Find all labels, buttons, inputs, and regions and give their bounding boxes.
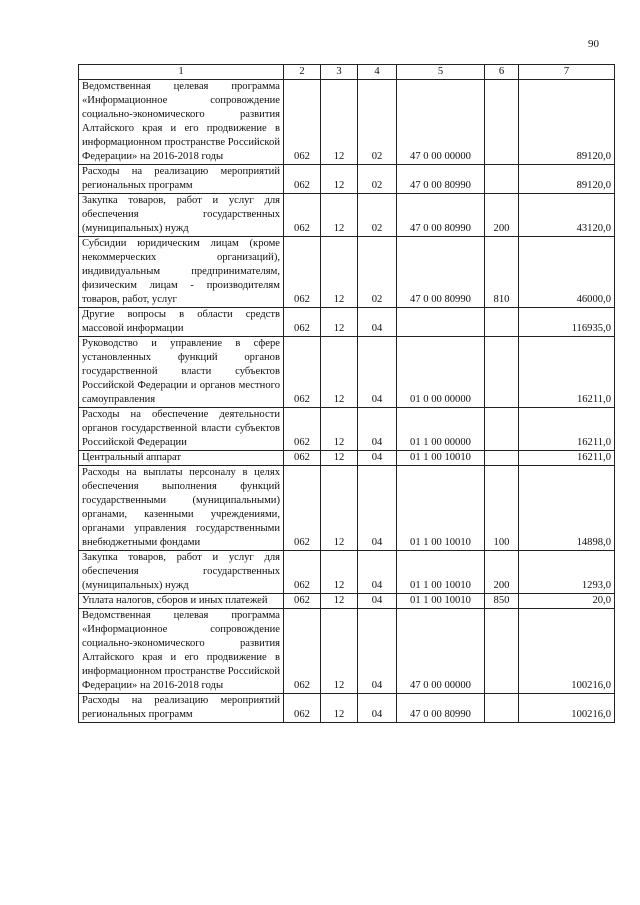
row-expense-type bbox=[485, 165, 519, 194]
col-header-amount: 7 bbox=[519, 65, 615, 80]
row-ministry-code: 062 bbox=[284, 609, 321, 694]
row-target-article: 01 1 00 10010 bbox=[397, 466, 485, 551]
table-row bbox=[79, 408, 615, 451]
budget-table bbox=[78, 64, 615, 723]
row-name: Субсидии юридическим лицам (кроме некоммерческих организаций), индивидуальным предпринимателям, физическим лицам - производителям товаров, работ, услуг bbox=[79, 237, 284, 308]
row-section-code: 12 bbox=[321, 80, 358, 165]
row-ministry-code: 062 bbox=[284, 466, 321, 551]
row-target-article: 01 1 00 00000 bbox=[397, 408, 485, 451]
row-expense-type: 200 bbox=[485, 194, 519, 237]
row-target-article: 47 0 00 80990 bbox=[397, 165, 485, 194]
row-section-code: 12 bbox=[321, 408, 358, 451]
row-expense-type bbox=[485, 408, 519, 451]
row-expense-type: 200 bbox=[485, 551, 519, 594]
row-amount: 16211,0 bbox=[519, 337, 615, 408]
row-name: Расходы на выплаты персоналу в целях обеспечения выполнения функций государственными (муниципальными) органами, казенными учреждениями, органами управления государственными внебюджетными фондами bbox=[79, 466, 284, 551]
row-target-article: 01 0 00 00000 bbox=[397, 337, 485, 408]
row-amount: 14898,0 bbox=[519, 466, 615, 551]
row-amount: 46000,0 bbox=[519, 237, 615, 308]
row-subsection-code: 04 bbox=[358, 308, 397, 337]
table-row bbox=[79, 237, 615, 308]
row-amount: 100216,0 bbox=[519, 694, 615, 723]
row-section-code: 12 bbox=[321, 594, 358, 609]
table-row bbox=[79, 80, 615, 165]
row-target-article: 01 1 00 10010 bbox=[397, 551, 485, 594]
row-name: Другие вопросы в области средств массовой информации bbox=[79, 308, 284, 337]
row-subsection-code: 02 bbox=[358, 237, 397, 308]
row-name: Расходы на реализацию мероприятий региональных программ bbox=[79, 165, 284, 194]
row-section-code: 12 bbox=[321, 237, 358, 308]
table-row bbox=[79, 451, 615, 466]
row-expense-type bbox=[485, 694, 519, 723]
row-subsection-code: 04 bbox=[358, 551, 397, 594]
row-expense-type: 810 bbox=[485, 237, 519, 308]
row-ministry-code: 062 bbox=[284, 694, 321, 723]
col-header-subsection: 4 bbox=[358, 65, 397, 80]
row-name: Центральный аппарат bbox=[79, 451, 284, 466]
row-target-article: 47 0 00 00000 bbox=[397, 80, 485, 165]
row-amount: 100216,0 bbox=[519, 609, 615, 694]
row-amount: 43120,0 bbox=[519, 194, 615, 237]
table-row bbox=[79, 165, 615, 194]
row-target-article: 47 0 00 80990 bbox=[397, 194, 485, 237]
row-amount: 89120,0 bbox=[519, 165, 615, 194]
row-ministry-code: 062 bbox=[284, 194, 321, 237]
row-amount: 1293,0 bbox=[519, 551, 615, 594]
row-amount: 89120,0 bbox=[519, 80, 615, 165]
col-header-section: 3 bbox=[321, 65, 358, 80]
row-subsection-code: 02 bbox=[358, 194, 397, 237]
row-name: Уплата налогов, сборов и иных платежей bbox=[79, 594, 284, 609]
row-ministry-code: 062 bbox=[284, 551, 321, 594]
row-name: Закупка товаров, работ и услуг для обеспечения государственных (муниципальных) нужд bbox=[79, 551, 284, 594]
row-section-code: 12 bbox=[321, 694, 358, 723]
table-row bbox=[79, 194, 615, 237]
row-ministry-code: 062 bbox=[284, 337, 321, 408]
page-number: 90 bbox=[588, 38, 599, 50]
row-expense-type bbox=[485, 308, 519, 337]
row-section-code: 12 bbox=[321, 165, 358, 194]
row-subsection-code: 04 bbox=[358, 594, 397, 609]
row-section-code: 12 bbox=[321, 308, 358, 337]
row-expense-type bbox=[485, 451, 519, 466]
row-section-code: 12 bbox=[321, 451, 358, 466]
row-ministry-code: 062 bbox=[284, 408, 321, 451]
table-row bbox=[79, 694, 615, 723]
row-amount: 20,0 bbox=[519, 594, 615, 609]
row-name: Руководство и управление в сфере установленных функций органов государственной власти субъектов Российской Федерации и органов местного самоуправления bbox=[79, 337, 284, 408]
row-expense-type: 100 bbox=[485, 466, 519, 551]
row-ministry-code: 062 bbox=[284, 237, 321, 308]
row-amount: 16211,0 bbox=[519, 408, 615, 451]
row-amount: 16211,0 bbox=[519, 451, 615, 466]
row-subsection-code: 04 bbox=[358, 408, 397, 451]
col-header-name: 1 bbox=[79, 65, 284, 80]
table-row bbox=[79, 609, 615, 694]
row-amount: 116935,0 bbox=[519, 308, 615, 337]
row-name: Расходы на реализацию мероприятий региональных программ bbox=[79, 694, 284, 723]
row-subsection-code: 04 bbox=[358, 609, 397, 694]
row-subsection-code: 04 bbox=[358, 694, 397, 723]
row-target-article: 01 1 00 10010 bbox=[397, 451, 485, 466]
row-name: Ведомственная целевая программа «Информационное сопровождение социально-экономического развития Алтайского края и его продвижение в информационном пространстве Российской Федерации» на 2016-2018 годы bbox=[79, 609, 284, 694]
row-target-article: 47 0 00 80990 bbox=[397, 694, 485, 723]
row-subsection-code: 04 bbox=[358, 451, 397, 466]
row-ministry-code: 062 bbox=[284, 594, 321, 609]
row-ministry-code: 062 bbox=[284, 451, 321, 466]
row-name: Ведомственная целевая программа «Информационное сопровождение социально-экономического развития Алтайского края и его продвижение в информационном пространстве Российской Федерации» на 2016-2018 годы bbox=[79, 80, 284, 165]
row-section-code: 12 bbox=[321, 194, 358, 237]
row-expense-type bbox=[485, 80, 519, 165]
row-ministry-code: 062 bbox=[284, 80, 321, 165]
col-header-target-article: 5 bbox=[397, 65, 485, 80]
table-row bbox=[79, 337, 615, 408]
col-header-expense-type: 6 bbox=[485, 65, 519, 80]
row-ministry-code: 062 bbox=[284, 308, 321, 337]
row-section-code: 12 bbox=[321, 551, 358, 594]
row-subsection-code: 04 bbox=[358, 337, 397, 408]
row-target-article: 47 0 00 80990 bbox=[397, 237, 485, 308]
row-ministry-code: 062 bbox=[284, 165, 321, 194]
header-row bbox=[79, 65, 615, 80]
table-row bbox=[79, 551, 615, 594]
row-section-code: 12 bbox=[321, 609, 358, 694]
row-section-code: 12 bbox=[321, 337, 358, 408]
row-name: Закупка товаров, работ и услуг для обеспечения государственных (муниципальных) нужд bbox=[79, 194, 284, 237]
row-subsection-code: 04 bbox=[358, 466, 397, 551]
row-target-article: 01 1 00 10010 bbox=[397, 594, 485, 609]
row-subsection-code: 02 bbox=[358, 80, 397, 165]
table-row bbox=[79, 308, 615, 337]
table-row bbox=[79, 594, 615, 609]
row-target-article: 47 0 00 00000 bbox=[397, 609, 485, 694]
row-name: Расходы на обеспечение деятельности органов государственной власти субъектов Российской Федерации bbox=[79, 408, 284, 451]
row-target-article bbox=[397, 308, 485, 337]
col-header-ministry: 2 bbox=[284, 65, 321, 80]
row-expense-type: 850 bbox=[485, 594, 519, 609]
row-subsection-code: 02 bbox=[358, 165, 397, 194]
row-expense-type bbox=[485, 609, 519, 694]
row-section-code: 12 bbox=[321, 466, 358, 551]
row-expense-type bbox=[485, 337, 519, 408]
table-row bbox=[79, 466, 615, 551]
